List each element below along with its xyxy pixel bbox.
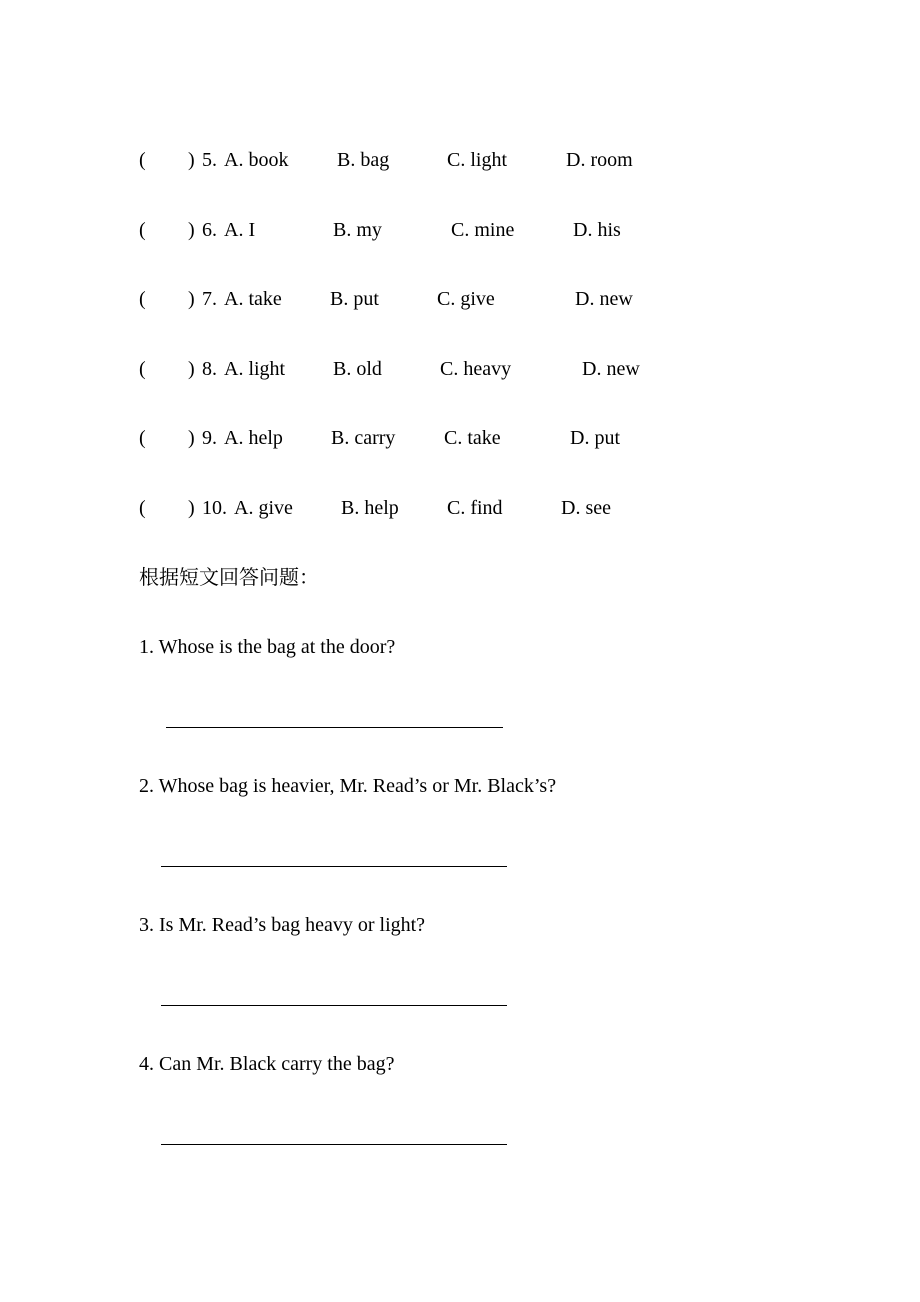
answer-paren-open: ( — [139, 497, 146, 519]
answer-paren-open: ( — [139, 427, 146, 449]
answer-paren-close: ) — [188, 219, 195, 241]
choice-row-5 — [0, 148, 920, 172]
answer-line-3[interactable] — [161, 1005, 507, 1006]
reading-question-2: 2. Whose bag is heavier, Mr. Read’s or Mr. Black’s? — [139, 775, 557, 797]
option-b: B. bag — [337, 149, 390, 171]
option-d: D. put — [570, 427, 620, 449]
answer-paren-open: ( — [139, 149, 146, 171]
question-number: 7. — [202, 288, 217, 310]
option-d: D. new — [575, 288, 633, 310]
option-c: C. take — [444, 427, 501, 449]
answer-line-1[interactable] — [166, 727, 503, 728]
option-b: B. old — [333, 358, 382, 380]
answer-paren-close: ) — [188, 288, 195, 310]
option-c: C. find — [447, 497, 503, 519]
option-d: D. room — [566, 149, 633, 171]
answer-paren-close: ) — [188, 149, 195, 171]
option-a: A. I — [224, 219, 256, 241]
reading-question-4: 4. Can Mr. Black carry the bag? — [139, 1053, 395, 1075]
section-heading: 根据短文回答问题： — [139, 567, 319, 589]
option-a: A. help — [224, 427, 283, 449]
answer-paren-open: ( — [139, 288, 146, 310]
answer-paren-open: ( — [139, 358, 146, 380]
answer-paren-close: ) — [188, 427, 195, 449]
option-b: B. put — [330, 288, 379, 310]
question-number: 10. — [202, 497, 227, 519]
question-number: 6. — [202, 219, 217, 241]
choice-row-6 — [0, 218, 920, 242]
option-b: B. my — [333, 219, 382, 241]
option-c: C. heavy — [440, 358, 512, 380]
answer-paren-close: ) — [188, 358, 195, 380]
question-number: 9. — [202, 427, 217, 449]
option-d: D. new — [582, 358, 640, 380]
option-a: A. book — [224, 149, 289, 171]
answer-line-2[interactable] — [161, 866, 507, 867]
choice-row-8 — [0, 357, 920, 381]
option-b: B. help — [341, 497, 399, 519]
option-d: D. see — [561, 497, 611, 519]
reading-question-3: 3. Is Mr. Read’s bag heavy or light? — [139, 914, 426, 936]
choice-row-10 — [0, 496, 920, 520]
answer-line-4[interactable] — [161, 1144, 507, 1145]
option-d: D. his — [573, 219, 621, 241]
option-c: C. mine — [451, 219, 515, 241]
option-c: C. light — [447, 149, 508, 171]
reading-question-1: 1. Whose is the bag at the door? — [139, 636, 396, 658]
question-number: 5. — [202, 149, 217, 171]
option-a: A. give — [234, 497, 293, 519]
option-a: A. light — [224, 358, 286, 380]
question-number: 8. — [202, 358, 217, 380]
choice-row-7 — [0, 287, 920, 311]
answer-paren-close: ) — [188, 497, 195, 519]
answer-paren-open: ( — [139, 219, 146, 241]
choice-row-9 — [0, 426, 920, 450]
option-b: B. carry — [331, 427, 396, 449]
option-c: C. give — [437, 288, 495, 310]
option-a: A. take — [224, 288, 282, 310]
